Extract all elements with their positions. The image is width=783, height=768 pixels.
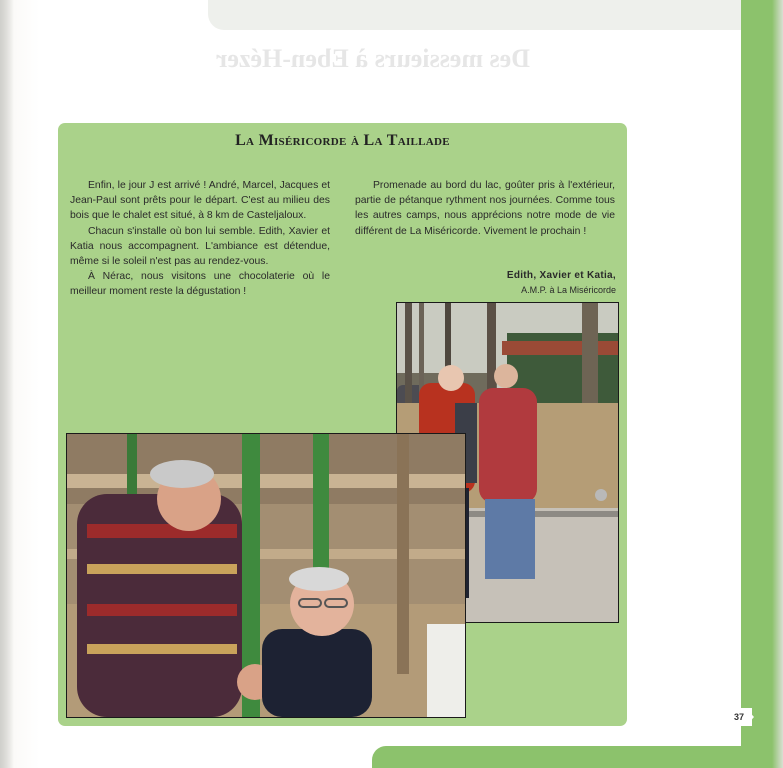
right-band-edge bbox=[772, 0, 783, 768]
article-left-column bbox=[70, 178, 330, 300]
article-right-column bbox=[355, 178, 615, 239]
paragraph-1: Enfin, le jour J est arrivé ! André, Marcel, Jacques et Jean-Paul sont prêts pour le départ. C'est au milieu des bois que le chalet est situé, à 8 km de Casteljaloux. bbox=[70, 180, 330, 222]
bleed-through-bar bbox=[208, 0, 741, 30]
bottom-green-band bbox=[372, 746, 752, 768]
gutter-shadow bbox=[0, 0, 14, 768]
page-number-tab bbox=[746, 708, 754, 726]
signature-role: A.M.P. à La Miséricorde bbox=[521, 285, 616, 295]
signature bbox=[420, 268, 616, 298]
paragraph-2: Chacun s'installe où bon lui semble. Edith, Xavier et Katia nous accompagnent. L'ambiance est détendue, même si le soleil n'est pas au rendez-vous. bbox=[70, 225, 330, 268]
bleed-through-title: Des messieurs à Eben-Hézer bbox=[215, 44, 530, 73]
paragraph-4: Promenade au bord du lac, goûter pris à l'extérieur, partie de pétanque rythment nos journées. Comme tous les autres camps, nous apprécions notre mode de vie différent de La Miséricorde. Vivement le prochain ! bbox=[355, 180, 615, 237]
article-title: La Miséricorde à La Taillade bbox=[235, 132, 450, 149]
paragraph-3: À Nérac, nous visitons une chocolaterie où le meilleur moment reste la dégustation ! bbox=[70, 271, 330, 298]
men-by-fence-photo bbox=[66, 433, 466, 718]
signature-names: Edith, Xavier et Katia, bbox=[506, 270, 616, 281]
page-number: 37 bbox=[726, 708, 752, 726]
